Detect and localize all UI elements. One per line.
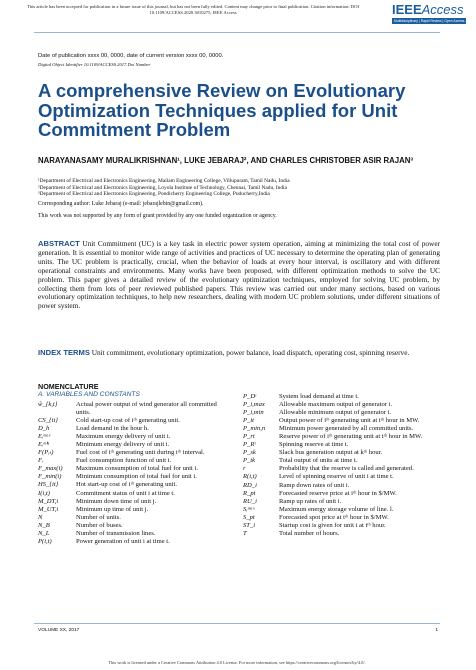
nomenclature-symbol: r — [243, 465, 246, 473]
nomenclature-symbol: T — [243, 529, 247, 537]
header-rule — [34, 32, 440, 33]
nomenclature-description: Probability that the reserve is called and generated. — [279, 465, 414, 473]
nomenclature-entry — [38, 465, 228, 473]
license-notice: This work is licensed under a Creative Commons Attribution 4.0 License. For more information, see https://creativecommons.org/licenses/by/4.0/. — [108, 660, 366, 665]
nomenclature-symbol: M_DT,i — [38, 497, 59, 505]
nomenclature-description: Load demand in the hour h. — [76, 425, 149, 433]
nomenclature-symbol: P_min,n — [243, 425, 266, 433]
nomenclature-symbol: N — [38, 513, 43, 521]
abstract — [38, 240, 440, 311]
nomenclature-symbol: D_h — [38, 425, 50, 433]
nomenclature-description: Maximum consumption of total fuel for unit i. — [76, 465, 198, 473]
nomenclature-description: Minimum up time of unit j. — [76, 505, 149, 513]
nomenclature-description: Total number of hours. — [279, 529, 340, 537]
nomenclature-entry — [243, 465, 443, 473]
nomenclature-symbol: R(i,t) — [243, 473, 257, 481]
logo-ieee: IEEE — [392, 2, 422, 17]
nomenclature-symbol: N_B — [38, 521, 50, 529]
nomenclature-entry — [38, 401, 228, 417]
nomenclature-description: Number of units. — [76, 513, 121, 521]
nomenclature-description: Power generation of unit i at time t. — [76, 537, 170, 545]
nomenclature-symbol: Sᵢᵐᵃˣ — [243, 505, 255, 513]
nomenclature-symbol: Fᵢ — [38, 457, 44, 465]
nomenclature-entry — [38, 417, 228, 425]
nomenclature-symbol: Eᵢᵐⁱⁿ — [38, 441, 50, 449]
nomenclature-description: Commitment status of unit i at time t. — [76, 489, 175, 497]
nomenclature-entry — [243, 441, 443, 449]
nomenclature-entry — [243, 514, 443, 522]
nomenclature-symbol: ŵ_{k,t} — [38, 401, 58, 408]
nomenclature-description: Forecasted spot price at tᵗʰ hour in $/MW. — [279, 513, 389, 521]
nomenclature-entry — [243, 457, 443, 465]
abstract-text: Unit Commitment (UC) is a key task in electric power system operation, aiming at minimizing the total cost of power generation. It is essential to monitor wide range of activities and practices of UC necessary to determine the operating plan of generating units. The UC problem is practically, crucial, when the behavior of loads at every hour interval, is oscillatory and with different operational constraints and environments. Many works have been proposed, with different optimization methods to solve the UC problem. This paper gives a detailed review of the evolutionary optimization techniques, employed for solving UC problem, by collecting them from lots of peer reviewed published papers. This review was carried out under many sections, based on various evolutionary optimization techniques, to help new researchers, dealing with modern UC problem solutions, under different situations of power system. — [38, 239, 440, 311]
nomenclature-description: Fuel cost of iᵗʰ generating unit during iᵗʰ interval. — [76, 449, 205, 457]
nomenclature-description: Spinning reserve at time t. — [279, 441, 349, 449]
nomenclature-description: Number of transmission lines. — [76, 529, 156, 537]
nomenclature-description: Minimum down time of unit j. — [76, 497, 157, 505]
nomenclature-symbol: RD_i — [243, 481, 257, 489]
nomenclature-description: Allowable minimum output of generator i. — [279, 409, 392, 417]
nomenclature-description: Slack bus generation output at kᵗʰ hour. — [279, 449, 383, 457]
nomenclature-entry — [38, 506, 228, 514]
nomenclature-symbol: M_UT,i — [38, 505, 59, 513]
nomenclature-symbol: P_sk — [243, 449, 256, 457]
nomenclature-description: Cold start-up cost of iᵗʰ generating unit. — [76, 417, 180, 425]
nomenclature-description: Minimum power generated by all committed units. — [279, 425, 414, 433]
nomenclature-symbol: P(i,t) — [38, 537, 52, 545]
nomenclature-description: Hot start-up cost of iᵗʰ generating unit. — [76, 481, 177, 489]
nomenclature-entry — [38, 473, 228, 481]
logo-access: Access — [421, 2, 464, 17]
nomenclature-symbol: S_pt — [243, 513, 255, 521]
nomenclature-description: Fuel consumption function of unit i. — [76, 457, 172, 465]
nomenclature-entry — [38, 425, 228, 433]
affiliation-3: ³Department of Electrical and Electronics Engineering, Pondicherry Engineering College, Puducherry,India — [38, 191, 270, 198]
nomenclature-symbol: I(i,t) — [38, 489, 50, 497]
nomenclature-subheading: A. VARIABLES AND CONSTANTS — [38, 391, 140, 398]
nomenclature-description: Level of spinning reserve of unit i at time t. — [279, 473, 394, 481]
nomenclature-entry — [38, 449, 228, 457]
nomenclature-entry — [38, 433, 228, 441]
nomenclature-description: Startup cost is given for unit i at tᵗʰ hour. — [279, 521, 386, 529]
nomenclature-entry — [38, 538, 228, 546]
footer-rule — [34, 623, 440, 624]
nomenclature-entry — [243, 409, 443, 417]
nomenclature-description: Maximum energy storage volume of line. l. — [279, 505, 394, 513]
nomenclature-description: Total output of units at time t. — [279, 457, 358, 465]
nomenclature-symbol: N_L — [38, 529, 50, 537]
author-list: NARAYANASAMY MURALIKRISHNAN¹, LUKE JEBARAJ², AND CHARLES CHRISTOBER ASIR RAJAN³ — [38, 156, 413, 165]
nomenclature-symbol: CS_{it} — [38, 417, 58, 425]
affiliations — [38, 178, 438, 198]
nomenclature-entry — [243, 490, 443, 498]
nomenclature-entry — [243, 522, 443, 530]
nomenclature-entry — [38, 490, 228, 498]
nomenclature-symbol: R_pt — [243, 489, 256, 497]
nomenclature-entry — [38, 441, 228, 449]
nomenclature-symbol: F_max(i) — [38, 465, 63, 473]
nomenclature-symbol: P_i,min — [243, 409, 264, 417]
index-terms-text: Unit commitment, evolutionary optimization, power balance, load dispatch, operating cost, spinning reserve. — [91, 348, 410, 357]
nomenclature-entry — [243, 498, 443, 506]
paper-title: A comprehensive Review on Evolutionary Optimization Techniques applied for Unit Commitment Problem — [38, 80, 406, 140]
nomenclature-symbol: P_i,max — [243, 401, 265, 409]
nomenclature-symbol: P_Rᵗ — [243, 441, 256, 449]
nomenclature-entry — [243, 482, 443, 490]
nomenclature-description: System load demand at time t. — [279, 393, 359, 400]
nomenclature-symbol: Eᵢᵐᵃˣ — [38, 433, 51, 441]
nomenclature-entry — [243, 449, 443, 457]
nomenclature-symbol: P_it — [243, 417, 254, 425]
nomenclature-entry — [38, 522, 228, 530]
nomenclature-entry — [38, 514, 228, 522]
nomenclature-description: Minimum energy delivery of unit i. — [76, 441, 170, 449]
nomenclature-entry — [38, 530, 228, 538]
index-terms — [38, 348, 440, 357]
nomenclature-entry — [243, 506, 443, 514]
nomenclature-entry — [38, 498, 228, 506]
nomenclature-description: Output power of iᵗʰ generating unit at tᵗʰ hour in MW. — [279, 417, 420, 425]
nomenclature-symbol: ST_i — [243, 521, 256, 529]
nomenclature-right-column — [243, 393, 443, 538]
nomenclature-description: Minimum consumption of total fuel for unit i. — [76, 473, 197, 481]
nomenclature-entry — [243, 417, 443, 425]
nomenclature-entry — [243, 425, 443, 433]
index-terms-label: INDEX TERMS — [38, 348, 90, 357]
journal-logo — [392, 2, 476, 24]
nomenclature-symbol: P_Dᵗ — [243, 393, 257, 400]
nomenclature-left-column — [38, 401, 228, 546]
nomenclature-symbol: RU_i — [243, 497, 257, 505]
nomenclature-entry — [243, 530, 443, 538]
nomenclature-entry — [243, 393, 443, 401]
funding-statement: This work was not supported by any form of grant provided by any one funded organization or agency. — [38, 213, 277, 219]
nomenclature-description: Forecasted reserve price at iᵗʰ hour in $/MW. — [279, 489, 397, 497]
abstract-label: ABSTRACT — [38, 239, 80, 248]
publication-dates: Date of publication xxxx 00, 0000, date of current version xxxx 00, 0000. — [38, 53, 224, 59]
nomenclature-description: Ramp up rates of unit i. — [279, 497, 342, 505]
nomenclature-entry — [243, 473, 443, 481]
nomenclature-description: Ramp down rates of unit i. — [279, 481, 350, 489]
affiliation-1: ¹Department of Electrical and Electronics Engineering, Mailam Engineering College, Villupuram, Tamil Nadu, India — [38, 178, 290, 184]
nomenclature-description: Allowable maximum output of generator i. — [279, 401, 393, 409]
nomenclature-symbol: F(Pᵢₜ) — [38, 449, 54, 457]
corresponding-author: Corresponding author: Luke Jebaraj (e-mail: jebarajlebin@gmail.com). — [38, 201, 204, 207]
doi-line: Digital Object Identifier 10.1109/ACCESS.2017.Doi Number — [38, 62, 151, 67]
nomenclature-description: Reserve power of iᵗʰ generating unit at tᵗʰ hour in MW. — [279, 433, 423, 441]
nomenclature-symbol: HS_{it} — [38, 481, 59, 489]
nomenclature-entry — [38, 457, 228, 465]
nomenclature-symbol: F_min(i) — [38, 473, 62, 481]
nomenclature-description: Number of buses. — [76, 521, 123, 529]
affiliation-2: ²Department of Electrical and Electronics Engineering, Loyola Institute of Technology, Chennai, Tamil Nadu, India — [38, 184, 287, 191]
nomenclature-description: Actual power output of wind generator all committed units. — [76, 401, 217, 417]
publication-notice: This article has been accepted for publication in a future issue of this journal, but has not been fully edited. Content may change prior to final publication. Citation information: DOI 10.1109/ACCESS.2020.3010275, IEEE Access — [27, 4, 359, 15]
page-number: 1 — [435, 628, 438, 633]
nomenclature-heading: NOMENCLATURE — [38, 382, 99, 391]
logo-tagline: Multidisciplinary | Rapid Review | Open Access Journal — [394, 19, 476, 23]
nomenclature-symbol: P_tk — [243, 457, 256, 465]
nomenclature-entry — [38, 481, 228, 489]
nomenclature-entry — [243, 401, 443, 409]
volume-label: VOLUME XX, 2017 — [38, 628, 80, 633]
nomenclature-description: Maximum energy delivery of unit i. — [76, 433, 171, 441]
nomenclature-entry — [243, 433, 443, 441]
nomenclature-symbol: P_rt — [243, 433, 255, 441]
